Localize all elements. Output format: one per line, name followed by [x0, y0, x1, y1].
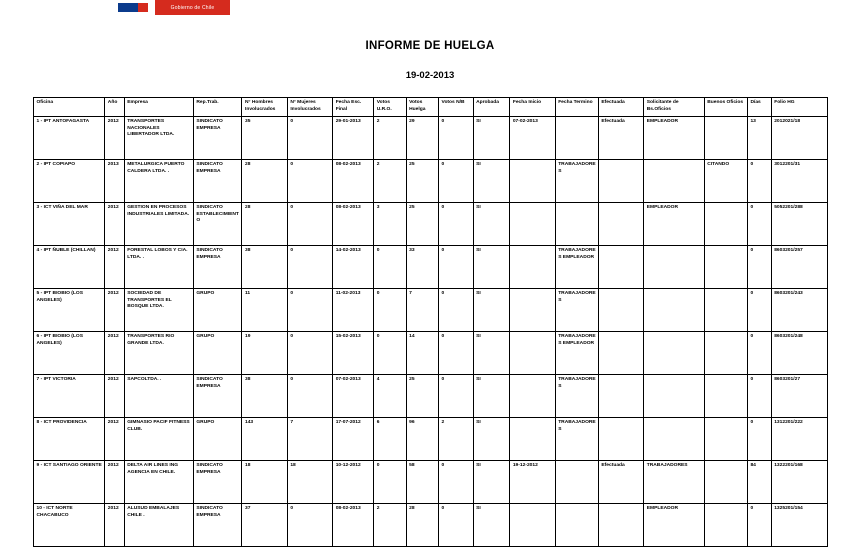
cell-aprobada: SI [473, 289, 510, 332]
cell-fecha-inicio [510, 203, 555, 246]
cell-oficina: 3 - ICT VIÑA DEL MAR [34, 203, 105, 246]
cell-fecha-termino: TRABAJADORES [555, 418, 598, 461]
cell-buenos-oficios [704, 203, 747, 246]
cell-votos-huelga: 14 [406, 332, 438, 375]
cell-efectuada [598, 289, 643, 332]
cell-fecha-inicio [510, 375, 555, 418]
column-header-anio: Año [105, 98, 124, 117]
cell-buenos-oficios [704, 504, 747, 547]
cell-efectuada: Efectuada [598, 461, 643, 504]
cell-folio-hg: 1325201/154 [771, 504, 827, 547]
table-row [34, 461, 828, 504]
cell-efectuada: Efectuada [598, 117, 643, 160]
cell-buenos-oficios [704, 289, 747, 332]
cell-fecha-esc-final: 17-07-2012 [333, 418, 374, 461]
cell-solicitante [644, 375, 704, 418]
cell-empresa: FORESTAL LOBOS Y CIA. LTDA. . [124, 246, 193, 289]
cell-mujeres: 7 [287, 418, 332, 461]
cell-dias: 0 [747, 504, 771, 547]
government-logo [110, 0, 230, 15]
cell-anio: 2012 [105, 461, 124, 504]
column-header-buenos-oficios: Buenos Oficios [704, 98, 747, 117]
column-header-solicitante: Solicitante de Bs.Oficios [644, 98, 704, 117]
cell-mujeres: 0 [287, 332, 332, 375]
cell-empresa: ALUSUD EMBALAJES CHILE . [124, 504, 193, 547]
cell-rep-trab: SINDICATO EMPRESA [193, 160, 242, 203]
cell-anio: 2012 [105, 289, 124, 332]
cell-fecha-termino: TRABAJADORES [555, 375, 598, 418]
cell-votos-uro: 0 [374, 289, 406, 332]
cell-buenos-oficios [704, 117, 747, 160]
cell-oficina: 2 - IPT COPIAPO [34, 160, 105, 203]
cell-fecha-esc-final: 08-02-2013 [333, 160, 374, 203]
report-table [33, 97, 828, 547]
column-header-efectuada: Efectuada [598, 98, 643, 117]
cell-rep-trab: SINDICATO EMPRESA [193, 246, 242, 289]
cell-fecha-esc-final: 08-02-2013 [333, 504, 374, 547]
cell-votos-uro: 0 [374, 332, 406, 375]
cell-votos-nb: 0 [439, 332, 474, 375]
cell-mujeres: 0 [287, 117, 332, 160]
cell-solicitante: TRABAJADORES [644, 461, 704, 504]
table-row [34, 117, 828, 160]
cell-oficina: 7 - IPT VICTORIA [34, 375, 105, 418]
cell-votos-nb: 0 [439, 203, 474, 246]
cell-oficina: 8 - ICT PROVIDENCIA [34, 418, 105, 461]
cell-fecha-inicio: 19-12-2012 [510, 461, 555, 504]
column-header-hombres: N° Hombres Involucrados [242, 98, 287, 117]
cell-buenos-oficios: CITANDO [704, 160, 747, 203]
cell-hombres: 28 [242, 203, 287, 246]
cell-votos-huelga: 25 [406, 375, 438, 418]
table-row [34, 375, 828, 418]
cell-votos-huelga: 96 [406, 418, 438, 461]
table-row [34, 418, 828, 461]
table-header [34, 98, 828, 117]
cell-fecha-esc-final: 07-02-2013 [333, 375, 374, 418]
table-row [34, 160, 828, 203]
cell-rep-trab: GRUPO [193, 289, 242, 332]
cell-aprobada: SI [473, 160, 510, 203]
cell-votos-nb: 0 [439, 375, 474, 418]
cell-rep-trab: GRUPO [193, 332, 242, 375]
cell-dias: 0 [747, 203, 771, 246]
cell-aprobada: SI [473, 504, 510, 547]
cell-anio: 2012 [105, 418, 124, 461]
table-body [34, 117, 828, 547]
column-header-votos-nb: Votos N/B [439, 98, 474, 117]
cell-folio-hg: 8603201/257 [771, 246, 827, 289]
cell-hombres: 18 [242, 461, 287, 504]
cell-fecha-inicio [510, 418, 555, 461]
cell-folio-hg: 1312201/222 [771, 418, 827, 461]
cell-aprobada: SI [473, 332, 510, 375]
cell-aprobada: SI [473, 246, 510, 289]
cell-empresa: GESTION EN PROCESOS INDUSTRIALES LIMITADA. [124, 203, 193, 246]
cell-mujeres: 18 [287, 461, 332, 504]
report-table-container [33, 97, 828, 547]
cell-oficina: 9 - ICT SANTIAGO ORIENTE [34, 461, 105, 504]
cell-rep-trab: SINDICATO EMPRESA [193, 117, 242, 160]
page-title: INFORME DE HUELGA [365, 40, 495, 52]
cell-anio: 2012 [105, 504, 124, 547]
cell-dias: 84 [747, 461, 771, 504]
cell-votos-huelga: 29 [406, 117, 438, 160]
cell-dias: 0 [747, 332, 771, 375]
cell-folio-hg: 8603201/27 [771, 375, 827, 418]
cell-hombres: 38 [242, 375, 287, 418]
cell-fecha-esc-final: 10-12-2012 [333, 461, 374, 504]
cell-dias: 0 [747, 289, 771, 332]
cell-votos-uro: 2 [374, 504, 406, 547]
cell-efectuada [598, 375, 643, 418]
cell-votos-nb: 0 [439, 461, 474, 504]
cell-empresa: SAPCOLTDA. . [124, 375, 193, 418]
cell-empresa: GIMNASIO PACIF FITNESS CLUB. [124, 418, 193, 461]
cell-buenos-oficios [704, 332, 747, 375]
cell-empresa: TRANSPORTES RIO GRANDE LTDA. [124, 332, 193, 375]
table-header-row [34, 98, 828, 117]
cell-anio: 2012 [105, 246, 124, 289]
cell-fecha-termino [555, 504, 598, 547]
cell-votos-uro: 3 [374, 203, 406, 246]
cell-solicitante [644, 160, 704, 203]
cell-dias: 0 [747, 418, 771, 461]
cell-buenos-oficios [704, 246, 747, 289]
cell-hombres: 143 [242, 418, 287, 461]
cell-fecha-termino: TRABAJADORES [555, 289, 598, 332]
cell-rep-trab: SINDICATO ESTABLECIMIENTO [193, 203, 242, 246]
cell-anio: 2012 [105, 375, 124, 418]
cell-folio-hg: 5052201/288 [771, 203, 827, 246]
cell-empresa: METALURGICA PUERTO CALDERA LTDA. . [124, 160, 193, 203]
chile-flag-icon [110, 0, 155, 15]
cell-aprobada: SI [473, 203, 510, 246]
cell-votos-huelga: 25 [406, 160, 438, 203]
cell-votos-uro: 6 [374, 418, 406, 461]
cell-oficina: 10 - ICT NORTE CHACABUCO [34, 504, 105, 547]
cell-buenos-oficios [704, 418, 747, 461]
cell-empresa: DELTA AIR LINES ING AGENCIA EN CHILE. [124, 461, 193, 504]
logo-text: Gobierno de Chile [155, 0, 230, 15]
cell-votos-huelga: 58 [406, 461, 438, 504]
cell-solicitante [644, 418, 704, 461]
table-row [34, 203, 828, 246]
column-header-fecha-termino: Fecha Termino [555, 98, 598, 117]
cell-mujeres: 0 [287, 203, 332, 246]
cell-efectuada [598, 504, 643, 547]
cell-fecha-inicio: 07-02-2013 [510, 117, 555, 160]
cell-hombres: 28 [242, 160, 287, 203]
cell-hombres: 37 [242, 504, 287, 547]
cell-efectuada [598, 246, 643, 289]
cell-oficina: 4 - IPT ÑUBLE (CHILLAN) [34, 246, 105, 289]
cell-aprobada: SI [473, 418, 510, 461]
column-header-empresa: Empresa [124, 98, 193, 117]
cell-dias: 13 [747, 117, 771, 160]
cell-mujeres: 0 [287, 160, 332, 203]
column-header-rep-trab: Rep.Trab. [193, 98, 242, 117]
column-header-votos-uro: Votos U.R.O. [374, 98, 406, 117]
table-row [34, 246, 828, 289]
cell-fecha-esc-final: 15-02-2013 [333, 332, 374, 375]
cell-votos-nb: 0 [439, 289, 474, 332]
cell-votos-uro: 0 [374, 461, 406, 504]
cell-empresa: SOCIEDAD DE TRANSPORTES EL BOSQUE LTDA. [124, 289, 193, 332]
cell-folio-hg: 8603201/243 [771, 289, 827, 332]
cell-fecha-inicio [510, 160, 555, 203]
cell-oficina: 1 - IPT ANTOFAGASTA [34, 117, 105, 160]
cell-fecha-inicio [510, 504, 555, 547]
cell-empresa: TRANSPORTES NACIONALES LIBERTADOR LTDA. [124, 117, 193, 160]
cell-fecha-esc-final: 08-02-2013 [333, 203, 374, 246]
cell-efectuada [598, 332, 643, 375]
cell-oficina: 5 - IPT BIOBIO (LOS ANGELES) [34, 289, 105, 332]
table-row [34, 504, 828, 547]
column-header-fecha-inicio: Fecha Inicio [510, 98, 555, 117]
cell-votos-uro: 0 [374, 246, 406, 289]
cell-solicitante: EMPLEADOR [644, 504, 704, 547]
cell-hombres: 19 [242, 332, 287, 375]
cell-fecha-esc-final: 14-02-2013 [333, 246, 374, 289]
cell-anio: 2012 [105, 117, 124, 160]
column-header-dias: Días [747, 98, 771, 117]
cell-fecha-esc-final: 29-01-2013 [333, 117, 374, 160]
cell-fecha-inicio [510, 332, 555, 375]
cell-aprobada: SI [473, 461, 510, 504]
column-header-aprobada: Aprobada [473, 98, 510, 117]
cell-solicitante: EMPLEADOR [644, 117, 704, 160]
cell-votos-huelga: 25 [406, 203, 438, 246]
cell-anio: 2013 [105, 160, 124, 203]
cell-votos-huelga: 7 [406, 289, 438, 332]
cell-solicitante [644, 246, 704, 289]
table-row [34, 332, 828, 375]
cell-oficina: 6 - IPT BIOBIO (LOS ANGELES) [34, 332, 105, 375]
cell-anio: 2012 [105, 332, 124, 375]
cell-fecha-inicio [510, 289, 555, 332]
cell-fecha-termino [555, 203, 598, 246]
column-header-folio-hg: Folio HG [771, 98, 827, 117]
cell-fecha-termino [555, 461, 598, 504]
cell-mujeres: 0 [287, 246, 332, 289]
cell-votos-uro: 2 [374, 117, 406, 160]
cell-solicitante [644, 332, 704, 375]
cell-votos-nb: 0 [439, 160, 474, 203]
cell-efectuada [598, 418, 643, 461]
cell-solicitante [644, 289, 704, 332]
cell-efectuada [598, 160, 643, 203]
cell-mujeres: 0 [287, 375, 332, 418]
cell-dias: 0 [747, 160, 771, 203]
column-header-oficina: Oficina [34, 98, 105, 117]
table-row [34, 289, 828, 332]
cell-rep-trab: GRUPO [193, 418, 242, 461]
cell-fecha-inicio [510, 246, 555, 289]
cell-fecha-termino: TRABAJADORES EMPLEADOR [555, 246, 598, 289]
cell-folio-hg: 8603201/248 [771, 332, 827, 375]
cell-fecha-termino: TRABAJADORES [555, 160, 598, 203]
cell-votos-uro: 2 [374, 160, 406, 203]
cell-fecha-termino [555, 117, 598, 160]
cell-rep-trab: SINDICATO EMPRESA [193, 375, 242, 418]
cell-hombres: 35 [242, 117, 287, 160]
report-date: 19-02-2013 [405, 70, 455, 81]
cell-folio-hg: 2012021/18 [771, 117, 827, 160]
cell-votos-nb: 0 [439, 117, 474, 160]
cell-hombres: 38 [242, 246, 287, 289]
cell-buenos-oficios [704, 375, 747, 418]
cell-hombres: 11 [242, 289, 287, 332]
cell-votos-nb: 0 [439, 246, 474, 289]
cell-solicitante: EMPLEADOR [644, 203, 704, 246]
column-header-fecha-esc-final: Fecha Esc. Final [333, 98, 374, 117]
cell-dias: 0 [747, 246, 771, 289]
cell-votos-huelga: 28 [406, 504, 438, 547]
cell-dias: 0 [747, 375, 771, 418]
cell-votos-uro: 4 [374, 375, 406, 418]
cell-anio: 2012 [105, 203, 124, 246]
cell-mujeres: 0 [287, 289, 332, 332]
cell-fecha-esc-final: 11-02-2013 [333, 289, 374, 332]
cell-aprobada: SI [473, 375, 510, 418]
cell-rep-trab: SINDICATO EMPRESA [193, 504, 242, 547]
cell-efectuada [598, 203, 643, 246]
column-header-mujeres: N° Mujeres Involucrados [287, 98, 332, 117]
cell-buenos-oficios [704, 461, 747, 504]
cell-votos-huelga: 33 [406, 246, 438, 289]
cell-aprobada: SI [473, 117, 510, 160]
column-header-votos-huelga: Votos Huelga [406, 98, 438, 117]
cell-folio-hg: 3012201/31 [771, 160, 827, 203]
cell-fecha-termino: TRABAJADORES EMPLEADOR [555, 332, 598, 375]
cell-rep-trab: SINDICATO EMPRESA [193, 461, 242, 504]
cell-votos-nb: 0 [439, 504, 474, 547]
cell-votos-nb: 2 [439, 418, 474, 461]
cell-folio-hg: 1322201/168 [771, 461, 827, 504]
cell-mujeres: 0 [287, 504, 332, 547]
